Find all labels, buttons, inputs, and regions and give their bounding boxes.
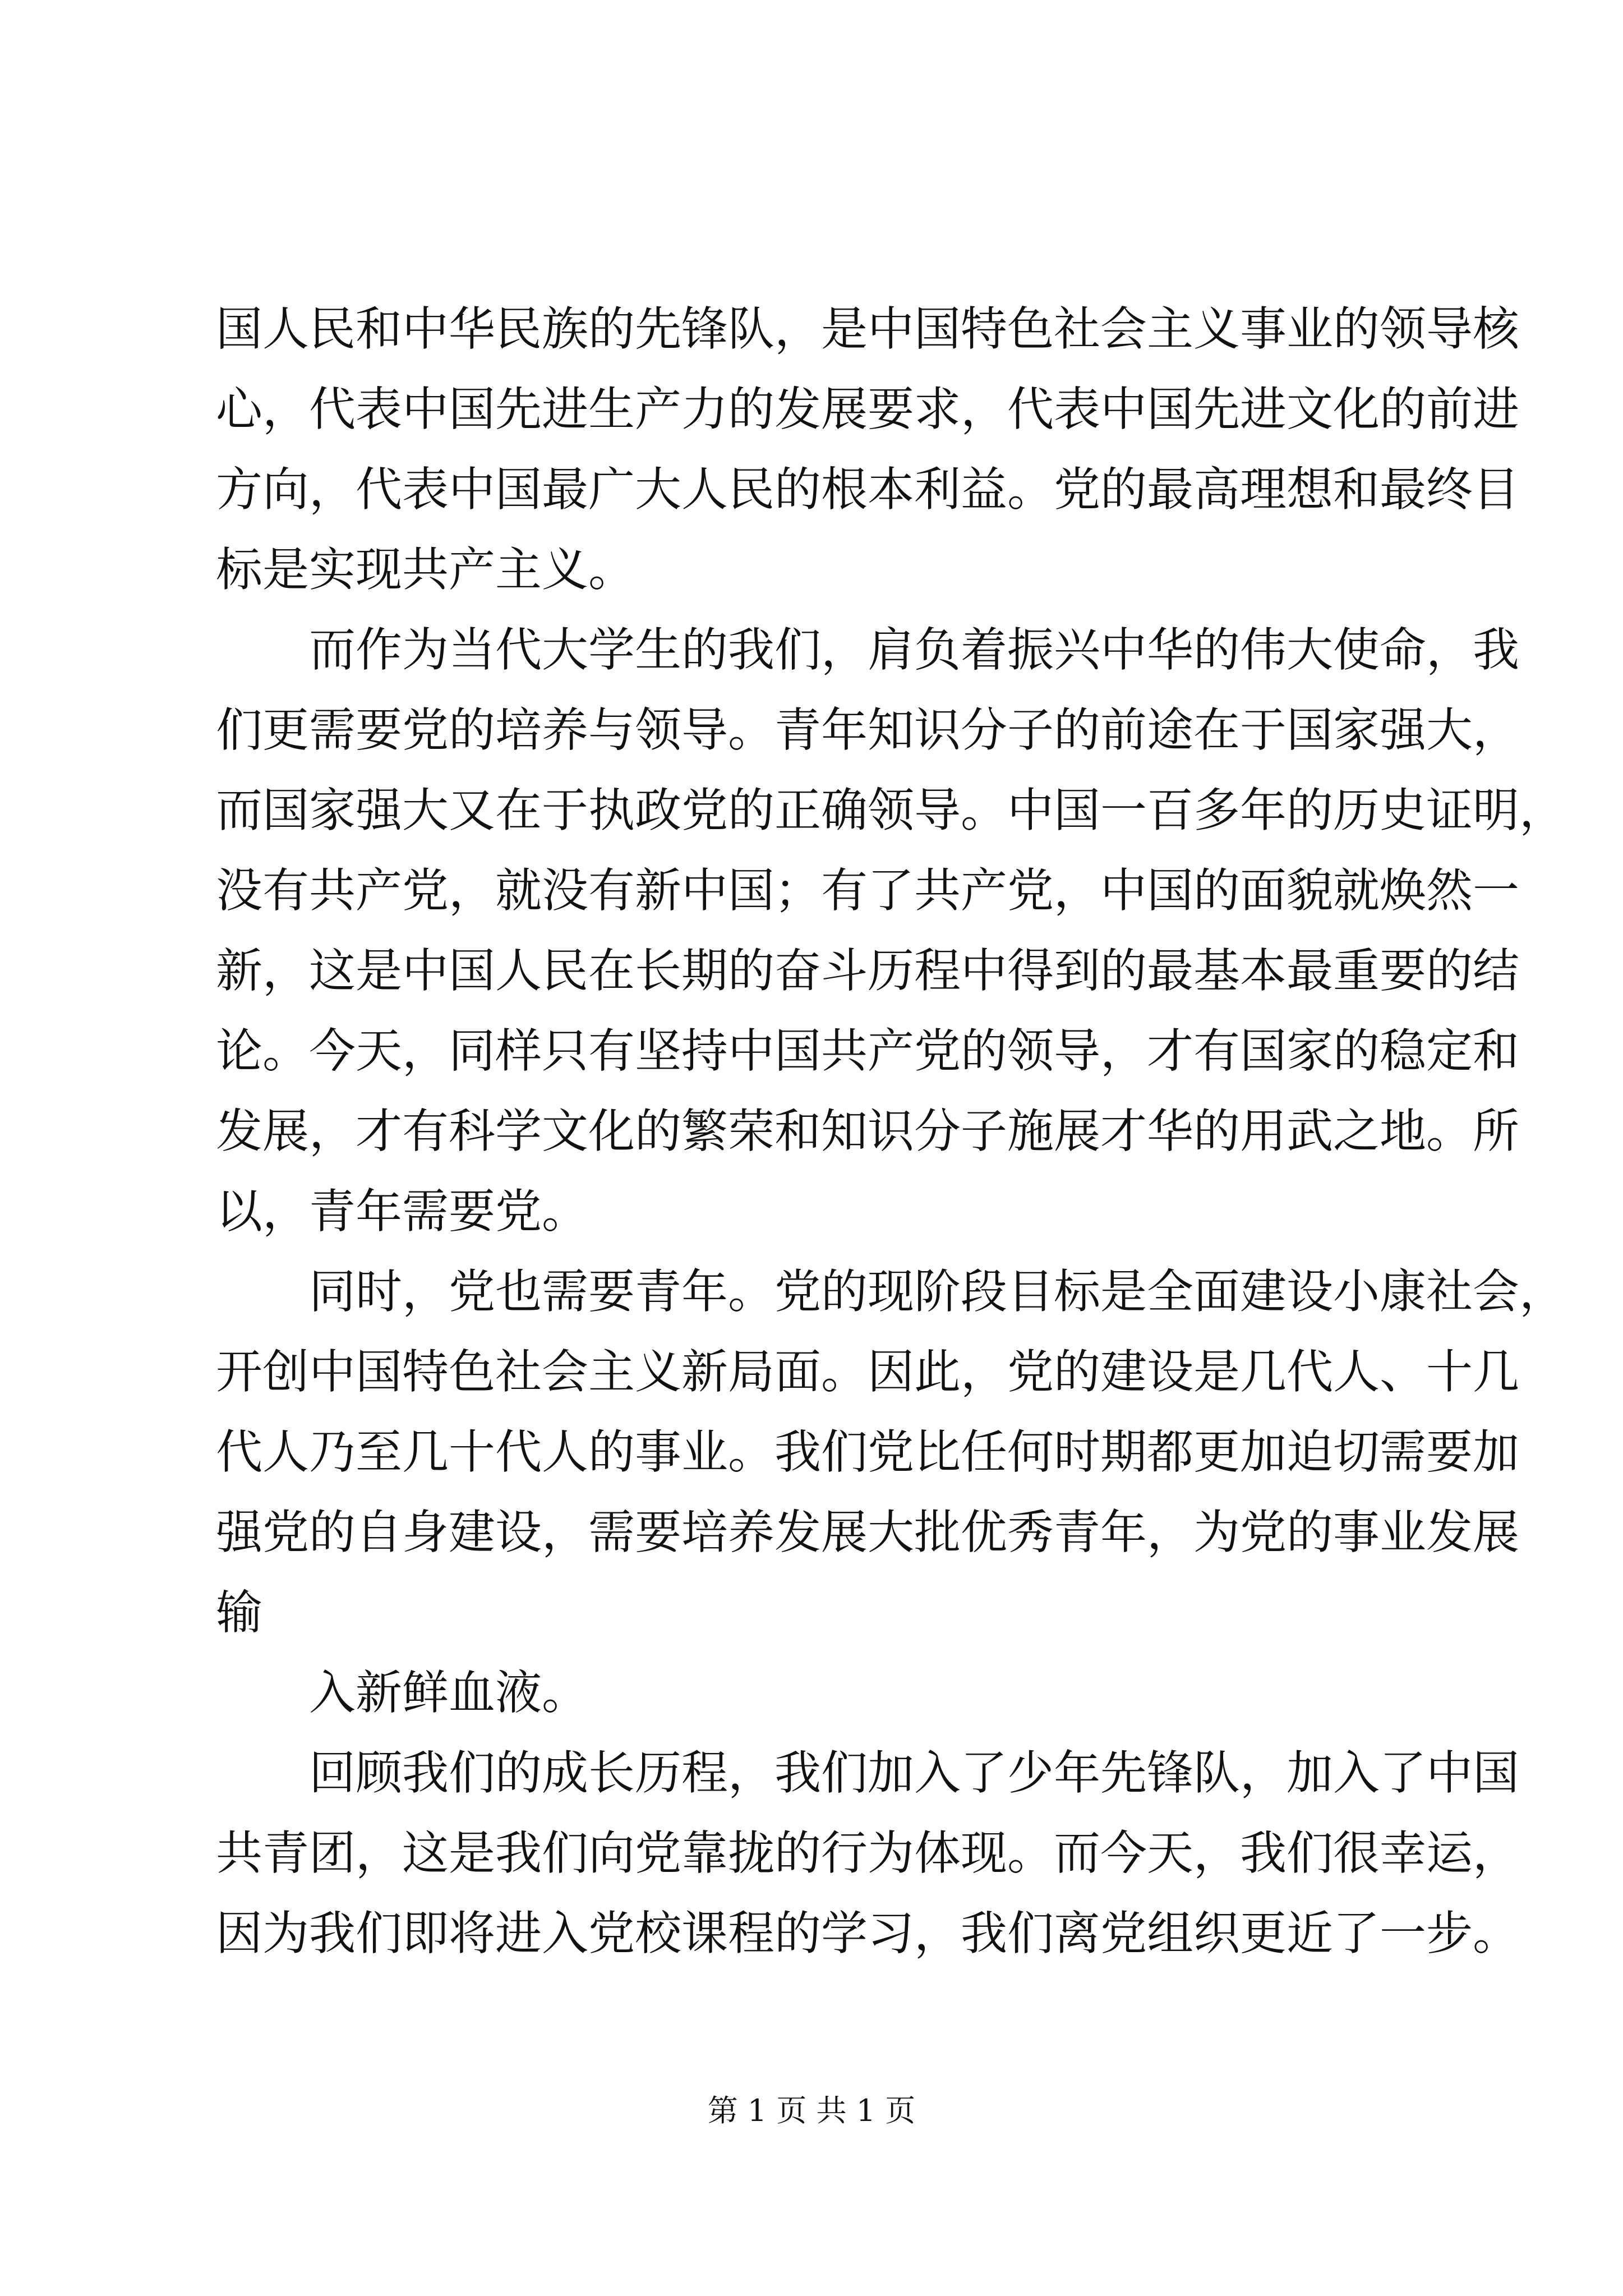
text-line: 强党的自身建设，需要培养发展大批优秀青年，为党的事业发展 xyxy=(216,1505,1519,1559)
text-line: 因为我们即将进入党校课程的学习，我们离党组织更近了一步。 xyxy=(216,1906,1519,1961)
text-line: 开创中国特色社会主义新局面。因此，党的建设是几代人、十几 xyxy=(216,1345,1519,1399)
text-line: 代人乃至几十代人的事业。我们党比任何时期都更加迫切需要加 xyxy=(216,1425,1519,1479)
text-line: 输 xyxy=(216,1585,262,1640)
text-line: 而作为当代大学生的我们，肩负着振兴中华的伟大使命，我 xyxy=(309,623,1519,677)
page-footer: 第 1 页 共 1 页 xyxy=(707,2093,916,2128)
text-line: 发展，才有科学文化的繁荣和知识分子施展才华的用武之地。所 xyxy=(216,1104,1519,1158)
text-line: 入新鲜血液。 xyxy=(309,1665,588,1720)
text-line: 标是实现共产主义。 xyxy=(216,542,635,597)
document-body xyxy=(216,289,1566,1973)
text-line: 方向，代表中国最广大人民的根本利益。党的最高理想和最终目 xyxy=(216,462,1519,517)
text-line: 国人民和中华民族的先锋队，是中国特色社会主义事业的领导核 xyxy=(216,302,1519,356)
text-line: 回顾我们的成长历程，我们加入了少年先锋队，加入了中国 xyxy=(309,1746,1519,1800)
text-line: 心，代表中国先进生产力的发展要求，代表中国先进文化的前进 xyxy=(216,382,1519,436)
text-line: 共青团，这是我们向党靠拢的行为体现。而今天，我们很幸运， xyxy=(216,1826,1519,1880)
text-line: 没有共产党，就没有新中国；有了共产党，中国的面貌就焕然一 xyxy=(216,863,1519,918)
text-line: 以，青年需要党。 xyxy=(216,1184,588,1239)
text-line: 们更需要党的培养与领导。青年知识分子的前途在于国家强大， xyxy=(216,703,1519,757)
text-line: 新，这是中国人民在长期的奋斗历程中得到的最基本最重要的结 xyxy=(216,944,1519,998)
text-line: 而国家强大又在于执政党的正确领导。中国一百多年的历史证明， xyxy=(216,783,1566,838)
text-line: 论。今天，同样只有坚持中国共产党的领导，才有国家的稳定和 xyxy=(216,1024,1519,1078)
text-line: 同时，党也需要青年。党的现阶段目标是全面建设小康社会， xyxy=(309,1264,1566,1319)
